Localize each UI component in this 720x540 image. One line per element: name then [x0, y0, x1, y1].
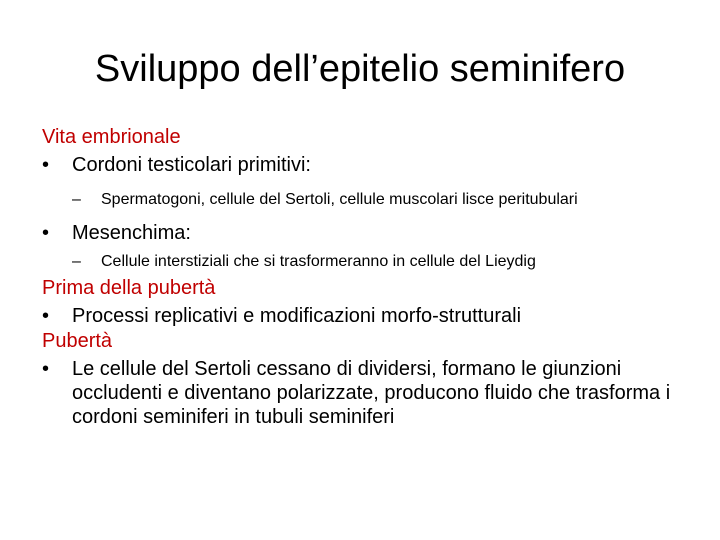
bullet-text: Processi replicativi e modificazioni morfo-strutturali — [72, 305, 522, 327]
dash-mark: – — [72, 253, 81, 270]
dash-mark: – — [72, 191, 81, 208]
bullet-mark: • — [42, 358, 50, 380]
section-heading-prima-puberta: Prima della pubertà — [42, 277, 216, 299]
bullet-cellule-sertoli — [42, 357, 692, 429]
bullet-mark: • — [42, 154, 50, 176]
bullet-text: Le cellule del Sertoli cessano di dividersi, formano le giunzioni occludenti e diventano polarizzate, producono fluido che trasforma i cordoni seminiferi in tubuli seminiferi — [72, 358, 671, 428]
slide-title: Sviluppo dell’epitelio seminifero — [94, 48, 626, 90]
bullet-text: Cordoni testicolari primitivi: — [72, 154, 311, 176]
bullet-text: Mesenchima: — [72, 222, 191, 244]
bullet-cordoni-testicolari — [42, 153, 692, 177]
bullet-mark: • — [42, 222, 50, 244]
bullet-mesenchima — [42, 221, 692, 245]
sub-bullet-cordoni-cells — [42, 191, 692, 209]
sub-bullet-text: Cellule interstiziali che si trasformeranno in cellule del Lieydig — [101, 253, 536, 270]
bullet-processi-replicativi — [42, 304, 692, 328]
bullet-mark: • — [42, 305, 50, 327]
sub-bullet-text: Spermatogoni, cellule del Sertoli, cellule muscolari lisce peritubulari — [101, 191, 578, 208]
section-heading-puberta: Pubertà — [42, 330, 113, 352]
slide-content — [42, 124, 692, 429]
sub-bullet-interstiziali — [42, 253, 692, 271]
section-heading-vita-embrionale: Vita embrionale — [42, 126, 181, 148]
